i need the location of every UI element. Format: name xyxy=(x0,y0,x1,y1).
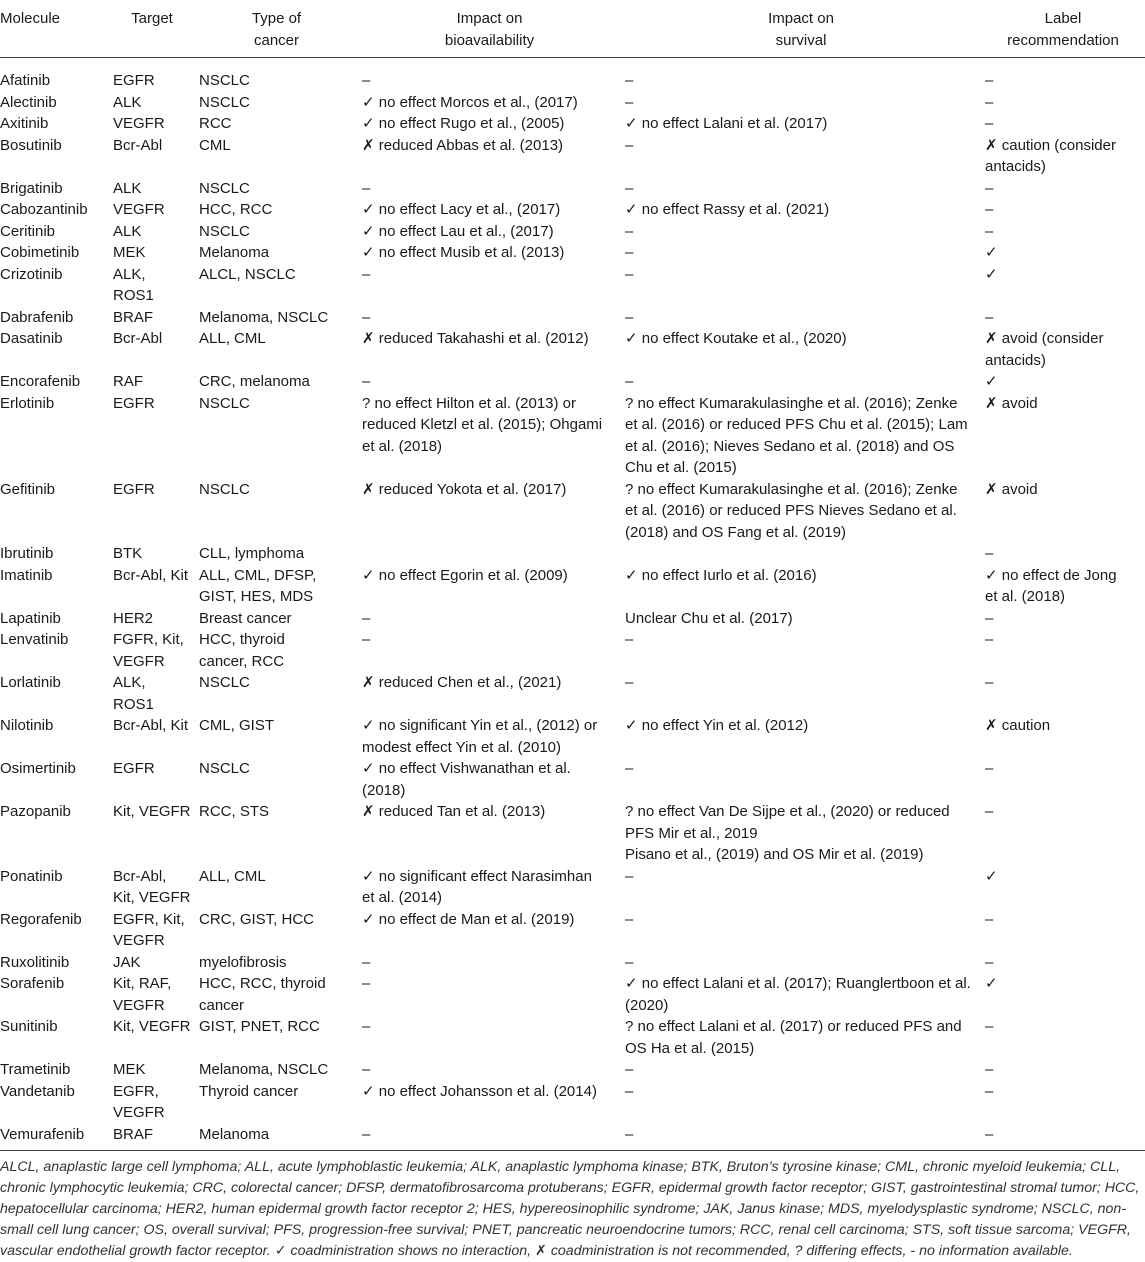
label-recommendation-cell: ✓ no effect de Jong et al. (2018) xyxy=(985,566,1117,605)
molecule-cell: Sunitinib xyxy=(0,1018,58,1035)
molecule-cell: Trametinib xyxy=(0,1061,71,1078)
survival-cell: – xyxy=(625,1082,634,1100)
bioavailability-cell: ✗ reduced Takahashi et al. (2012) xyxy=(362,330,589,347)
cancer-type-cell: Melanoma xyxy=(199,1125,270,1143)
label-recommendation-cell: – xyxy=(985,910,994,928)
cancer-type-cell: RCC, STS xyxy=(199,803,270,820)
bioavailability-cell: – xyxy=(362,265,371,283)
table-header xyxy=(0,0,1145,58)
survival-cell: – xyxy=(625,373,634,390)
cancer-type-cell: CRC, melanoma xyxy=(199,373,310,390)
survival-cell: ? no effect Lalani et al. (2017) or reduced PFS and OS Ha et al. (2015) xyxy=(625,1018,962,1057)
table-row xyxy=(0,92,1145,114)
label-recommendation-cell: ✗ caution (consider antacids) xyxy=(985,136,1116,175)
bioavailability-cell: – xyxy=(362,373,371,390)
target-cell: EGFR xyxy=(113,72,155,89)
target-cell: MEK xyxy=(113,1061,146,1078)
table-row xyxy=(0,973,1145,1016)
bioavailability-cell: ✗ reduced Chen et al., (2021) xyxy=(362,674,562,691)
molecule-cell: Vandetanib xyxy=(0,1082,75,1100)
bioavailability-cell: ✓ no effect Johansson et al. (2014) xyxy=(362,1082,597,1100)
label-recommendation-cell: – xyxy=(985,93,994,111)
molecule-cell: Imatinib xyxy=(0,566,53,584)
survival-cell: – xyxy=(625,265,634,283)
cancer-type-cell: ALL, CML, DFSP, GIST, HES, MDS xyxy=(199,566,317,605)
survival-cell: – xyxy=(625,179,634,197)
molecule-cell: Ponatinib xyxy=(0,867,63,885)
table-row xyxy=(0,221,1145,243)
target-cell: Kit, RAF, VEGFR xyxy=(113,975,172,1014)
cancer-type-cell: ALL, CML xyxy=(199,330,266,347)
table-row xyxy=(0,242,1145,264)
cancer-type-cell: myelofibrosis xyxy=(199,953,287,971)
table-row xyxy=(0,135,1145,178)
survival-cell: ✓ no effect Iurlo et al. (2016) xyxy=(625,566,817,584)
bioavailability-cell: – xyxy=(362,953,371,971)
header-impact-on-survival: Impact on survival xyxy=(621,0,981,58)
label-recommendation-cell: ✓ xyxy=(985,373,998,390)
label-recommendation-cell: – xyxy=(985,631,994,648)
bioavailability-cell: ✓ no effect Lacy et al., (2017) xyxy=(362,201,561,218)
table-row xyxy=(0,199,1145,221)
bioavailability-cell: ✓ no significant effect Narasimhan et al. (2014) xyxy=(362,867,592,906)
label-recommendation-cell: – xyxy=(985,1061,994,1078)
label-recommendation-cell: ✓ xyxy=(985,265,998,283)
table-row xyxy=(0,801,1145,866)
survival-cell: – xyxy=(625,308,634,326)
label-recommendation-cell: – xyxy=(985,1018,994,1035)
table-row xyxy=(0,1016,1145,1059)
cancer-type-cell: NSCLC xyxy=(199,480,250,498)
label-recommendation-cell: ✗ avoid xyxy=(985,480,1038,498)
molecule-cell: Afatinib xyxy=(0,72,51,89)
label-recommendation-cell: – xyxy=(985,179,994,197)
table-row xyxy=(0,909,1145,952)
target-cell: Bcr-Abl xyxy=(113,330,163,347)
label-recommendation-cell: – xyxy=(985,1082,994,1100)
table-row xyxy=(0,1124,1145,1151)
label-recommendation-cell: – xyxy=(985,609,994,627)
molecule-cell: Regorafenib xyxy=(0,910,82,928)
target-cell: VEGFR xyxy=(113,201,165,218)
survival-cell: – xyxy=(625,72,634,89)
survival-cell xyxy=(621,543,981,565)
bioavailability-cell: – xyxy=(362,1018,371,1035)
cancer-type-cell: CRC, GIST, HCC xyxy=(199,910,315,928)
cancer-type-cell: CML, GIST xyxy=(199,717,275,734)
cancer-type-cell: ALL, CML xyxy=(199,867,266,885)
bioavailability-cell: ✓ no effect de Man et al. (2019) xyxy=(362,910,575,928)
molecule-cell: Lorlatinib xyxy=(0,674,61,691)
survival-cell: ✓ no effect Rassy et al. (2021) xyxy=(625,201,830,218)
table-row xyxy=(0,58,1145,92)
cancer-type-cell: NSCLC xyxy=(199,179,250,197)
molecule-cell: Bosutinib xyxy=(0,136,62,154)
survival-cell: – xyxy=(625,631,634,648)
table-row xyxy=(0,565,1145,608)
table-row xyxy=(0,543,1145,565)
cancer-type-cell: NSCLC xyxy=(199,93,250,111)
molecule-cell: Crizotinib xyxy=(0,265,63,283)
table-row xyxy=(0,178,1145,200)
molecule-cell: Axitinib xyxy=(0,115,49,132)
label-recommendation-cell: – xyxy=(985,953,994,971)
survival-cell: – xyxy=(625,136,634,154)
label-recommendation-cell: ✓ xyxy=(985,975,998,992)
molecule-cell: Ibrutinib xyxy=(0,545,54,562)
survival-cell: ✓ no effect Koutake et al., (2020) xyxy=(625,330,847,347)
header-label-recommendation: Label recommendation xyxy=(981,0,1145,58)
label-recommendation-cell: ✗ avoid xyxy=(985,394,1038,412)
target-cell: EGFR xyxy=(113,394,155,412)
target-cell: JAK xyxy=(113,953,141,971)
header-impact-on-bioavailability: Impact on bioavailability xyxy=(358,0,621,58)
molecule-cell: Pazopanib xyxy=(0,803,71,820)
cancer-type-cell: GIST, PNET, RCC xyxy=(199,1018,320,1035)
bioavailability-cell xyxy=(358,543,621,565)
target-cell: Bcr-Abl xyxy=(113,136,163,154)
target-cell: EGFR, Kit, VEGFR xyxy=(113,910,185,949)
target-cell: BTK xyxy=(113,545,143,562)
cancer-type-cell: Melanoma, NSCLC xyxy=(199,308,329,326)
header-row xyxy=(0,0,1145,58)
molecule-cell: Dabrafenib xyxy=(0,308,74,326)
table-row xyxy=(0,1081,1145,1124)
header-target: Target xyxy=(109,0,195,58)
target-cell: ALK xyxy=(113,93,142,111)
molecule-cell: Sorafenib xyxy=(0,975,65,992)
molecule-cell: Encorafenib xyxy=(0,373,81,390)
cancer-type-cell: HCC, RCC, thyroid cancer xyxy=(199,975,326,1014)
target-cell: EGFR xyxy=(113,760,155,777)
label-recommendation-cell: – xyxy=(985,308,994,326)
survival-cell: – xyxy=(625,674,634,691)
cancer-type-cell: HCC, RCC xyxy=(199,201,273,218)
bioavailability-cell: ✗ reduced Abbas et al. (2013) xyxy=(362,136,564,154)
survival-cell: – xyxy=(625,244,634,261)
bioavailability-cell: – xyxy=(362,1061,371,1078)
molecule-cell: Lenvatinib xyxy=(0,631,69,648)
cancer-type-cell: Melanoma, NSCLC xyxy=(199,1061,329,1078)
molecule-cell: Osimertinib xyxy=(0,760,76,777)
cancer-type-cell: NSCLC xyxy=(199,760,250,777)
bioavailability-cell: ✓ no significant Yin et al., (2012) or modest effect Yin et al. (2010) xyxy=(362,717,598,756)
target-cell: ALK, ROS1 xyxy=(113,265,154,304)
bioavailability-cell: – xyxy=(362,308,371,326)
bioavailability-cell: – xyxy=(362,631,371,648)
target-cell: FGFR, Kit, VEGFR xyxy=(113,631,184,670)
molecule-cell: Ruxolitinib xyxy=(0,953,70,971)
cancer-type-cell: Melanoma xyxy=(199,244,270,261)
survival-cell: – xyxy=(625,222,634,240)
cancer-type-cell: RCC xyxy=(199,115,232,132)
target-cell: EGFR xyxy=(113,480,155,498)
bioavailability-cell: ✓ no effect Vishwanathan et al. (2018) xyxy=(362,760,571,799)
label-recommendation-cell: – xyxy=(985,803,994,820)
label-recommendation-cell: – xyxy=(985,545,994,562)
bioavailability-cell: – xyxy=(362,609,371,627)
bioavailability-cell: ✓ no effect Rugo et al., (2005) xyxy=(362,115,565,132)
survival-cell: ✓ no effect Lalani et al. (2017) xyxy=(625,115,828,132)
bioavailability-cell: – xyxy=(362,1125,371,1143)
cancer-type-cell: CLL, lymphoma xyxy=(199,545,305,562)
cancer-type-cell: CML xyxy=(199,136,231,154)
target-cell: HER2 xyxy=(113,609,154,627)
bioavailability-cell: – xyxy=(362,72,371,89)
bioavailability-cell: ✓ no effect Lau et al., (2017) xyxy=(362,222,554,240)
table-row xyxy=(0,328,1145,371)
table-body xyxy=(0,58,1145,1151)
bioavailability-cell: ✓ no effect Egorin et al. (2009) xyxy=(362,566,568,584)
target-cell: EGFR, VEGFR xyxy=(113,1082,165,1121)
molecule-cell: Alectinib xyxy=(0,93,57,111)
label-recommendation-cell: – xyxy=(985,115,994,132)
molecule-cell: Cabozantinib xyxy=(0,201,88,218)
molecule-cell: Vemurafenib xyxy=(0,1125,85,1143)
cancer-type-cell: Thyroid cancer xyxy=(199,1082,299,1100)
target-cell: ALK xyxy=(113,222,142,240)
target-cell: ALK xyxy=(113,179,142,197)
target-cell: Bcr-Abl, Kit xyxy=(113,566,189,584)
target-cell: Kit, VEGFR xyxy=(113,803,191,820)
bioavailability-cell: – xyxy=(362,975,371,992)
header-type-of-cancer: Type of cancer xyxy=(195,0,358,58)
cancer-type-cell: ALCL, NSCLC xyxy=(199,265,296,283)
target-cell: Bcr-Abl, Kit xyxy=(113,717,189,734)
table-row xyxy=(0,264,1145,307)
bioavailability-cell: – xyxy=(362,179,371,197)
table-row xyxy=(0,866,1145,909)
survival-cell: – xyxy=(625,953,634,971)
table-row xyxy=(0,393,1145,479)
survival-cell: – xyxy=(625,1061,634,1078)
target-cell: BRAF xyxy=(113,308,154,326)
label-recommendation-cell: – xyxy=(985,1125,994,1143)
cancer-type-cell: NSCLC xyxy=(199,72,250,89)
cancer-type-cell: HCC, thyroid cancer, RCC xyxy=(199,631,285,670)
label-recommendation-cell: ✗ avoid (consider antacids) xyxy=(985,330,1104,369)
bioavailability-cell: ? no effect Hilton et al. (2013) or reduced Kletzl et al. (2015); Ohgami et al. (2018) xyxy=(362,394,603,455)
table-row xyxy=(0,371,1145,393)
table-row xyxy=(0,608,1145,630)
bioavailability-cell: ✗ reduced Yokota et al. (2017) xyxy=(362,480,567,498)
survival-cell: – xyxy=(625,910,634,928)
cancer-type-cell: NSCLC xyxy=(199,394,250,412)
target-cell: ALK, ROS1 xyxy=(113,674,154,713)
table-row xyxy=(0,1059,1145,1081)
label-recommendation-cell: ✗ caution xyxy=(985,717,1051,734)
label-recommendation-cell: – xyxy=(985,674,994,691)
table-row xyxy=(0,672,1145,715)
survival-cell: – xyxy=(625,867,634,885)
molecule-cell: Nilotinib xyxy=(0,717,54,734)
bioavailability-cell: ✗ reduced Tan et al. (2013) xyxy=(362,803,546,820)
survival-cell: ? no effect Kumarakulasinghe et al. (2016); Zenke et al. (2016) or reduced PFS Chu et al. (2015); Lam et al. (2016); Nieves Sedano et al. (2018) and OS Chu et al. (2015) xyxy=(625,394,968,476)
table-row xyxy=(0,307,1145,329)
table-row xyxy=(0,479,1145,544)
label-recommendation-cell: – xyxy=(985,222,994,240)
header-molecule: Molecule xyxy=(0,0,109,58)
label-recommendation-cell: ✓ xyxy=(985,867,998,885)
molecule-cell: Cobimetinib xyxy=(0,244,80,261)
table-row xyxy=(0,758,1145,801)
label-recommendation-cell: ✓ xyxy=(985,244,998,261)
molecule-cell: Dasatinib xyxy=(0,330,63,347)
target-cell: VEGFR xyxy=(113,115,165,132)
table-row xyxy=(0,952,1145,974)
table-row xyxy=(0,113,1145,135)
label-recommendation-cell: – xyxy=(985,201,994,218)
survival-cell: – xyxy=(625,93,634,111)
survival-cell: ? no effect Van De Sijpe et al., (2020) or reduced PFS Mir et al., 2019 Pisano et al., (2019) and OS Mir et al. (2019) xyxy=(625,803,950,863)
molecule-cell: Brigatinib xyxy=(0,179,63,197)
cancer-type-cell: NSCLC xyxy=(199,222,250,240)
label-recommendation-cell: – xyxy=(985,72,994,89)
survival-cell: ? no effect Kumarakulasinghe et al. (2016); Zenke et al. (2016) or reduced PFS Nieves Sedano et al. (2018) and OS Fang et al. (2019) xyxy=(625,480,958,541)
table-footnote: ALCL, anaplastic large cell lymphoma; ALL, acute lymphoblastic leukemia; ALK, anaplastic lymphoma kinase; BTK, Bruton’s tyrosine kinase; CML, chronic myeloid leukemia; CLL, chronic lymphocytic leukemia; CRC, colorectal cancer; DFSP, dermatofibrosarcoma protuberans; EGFR, epidermal growth factor receptor; GIST, gastrointestinal stromal tumor; HCC, hepatocellular carcinoma; HER2, human epidermal growth factor receptor 2; HES, hypereosinophilic syndrome; JAK, Janus kinase; MDS, myelodysplastic syndrome; NSCLC, non-small cell lung cancer; OS, overall survival; PFS, progression-free survival; PNET, pancreatic neuroendocrine tumors; RCC, renal cell carcinoma; STS, soft tissue sarcoma; VEGFR, vascular endothelial growth factor receptor. ✓ coadministration shows no interaction, ✗ coadministration is not recommended, ? differing effects, - no information available. xyxy=(0,1150,1145,1262)
survival-cell: Unclear Chu et al. (2017) xyxy=(625,609,793,627)
molecule-cell: Lapatinib xyxy=(0,609,61,627)
survival-cell: – xyxy=(625,1125,634,1143)
target-cell: Kit, VEGFR xyxy=(113,1018,191,1035)
target-cell: MEK xyxy=(113,244,146,261)
molecule-cell: Gefitinib xyxy=(0,480,56,498)
cancer-type-cell: Breast cancer xyxy=(199,609,292,627)
bioavailability-cell: ✓ no effect Morcos et al., (2017) xyxy=(362,93,578,111)
target-cell: RAF xyxy=(113,373,143,390)
survival-cell: ✓ no effect Yin et al. (2012) xyxy=(625,717,809,734)
cancer-type-cell: NSCLC xyxy=(199,674,250,691)
target-cell: Bcr-Abl, Kit, VEGFR xyxy=(113,867,191,906)
molecule-cell: Ceritinib xyxy=(0,222,56,240)
target-cell: BRAF xyxy=(113,1125,154,1143)
survival-cell: ✓ no effect Lalani et al. (2017); Ruanglertboon et al. (2020) xyxy=(625,975,971,1014)
label-recommendation-cell: – xyxy=(985,760,994,777)
bioavailability-cell: ✓ no effect Musib et al. (2013) xyxy=(362,244,565,261)
table-row xyxy=(0,629,1145,672)
molecule-cell: Erlotinib xyxy=(0,394,55,412)
table-row xyxy=(0,715,1145,758)
survival-cell: – xyxy=(625,760,634,777)
